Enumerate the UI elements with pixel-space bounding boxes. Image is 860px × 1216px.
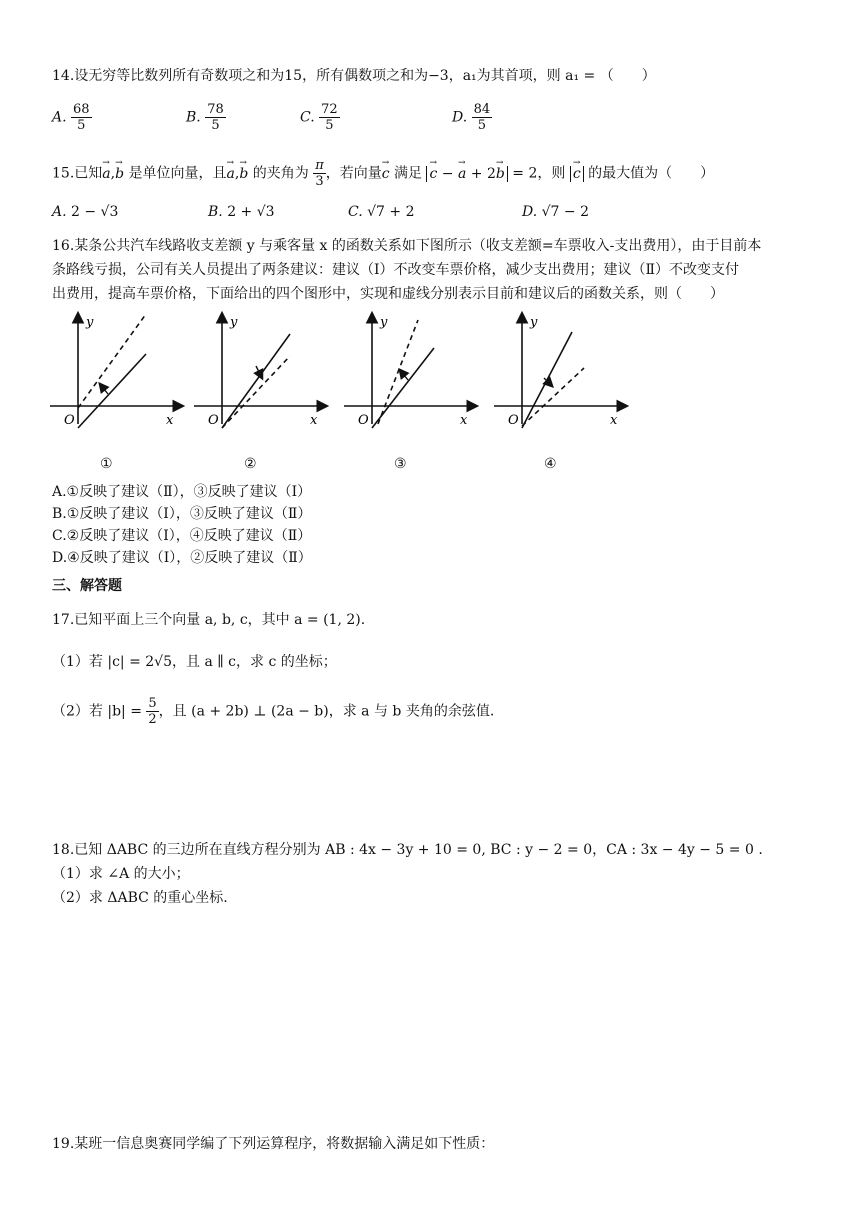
graph-label-1: ① [100,456,113,472]
x-axis-label: x [166,413,174,428]
q14-stem: 14.设无穷等比数列所有奇数项之和为15，所有偶数项之和为−3，a₁为其首项，则 a₁ = （ ） [52,68,656,84]
x-axis-label: x [610,413,618,428]
graph-3 [344,314,476,428]
q15-abs-expression: → c − → a + 2→ b [426,166,507,182]
shift-arrow [400,370,408,380]
section-heading: 三、解答题 [52,578,122,594]
y-axis-label: y [86,315,94,330]
q18-part1: （1）求 ∠A 的大小； [52,866,190,882]
y-axis-label: y [380,315,388,330]
proposal-line [522,368,584,426]
q16-graphs [0,304,860,484]
origin-label: O [358,413,369,428]
q16-option-a: A.①反映了建议（Ⅱ），③反映了建议（Ⅰ） [52,484,312,500]
shift-arrow [100,384,108,394]
q16-line2: 条路线亏损，公司有关人员提出了两条建议：建议（Ⅰ）不改变车票价格，减少支出费用；建议（Ⅱ）不改变支付 [52,262,740,278]
q16-line3: 出费用，提高车票价格，下面给出的四个图形中，实现和虚线分别表示目前和建议后的函数关系，则（ ） [52,286,724,302]
q19-stem: 19.某班一信息奥赛同学编了下列运算程序，将数据输入满足如下性质： [52,1136,495,1152]
q15-option-d: D. √7 − 2 [522,204,590,220]
q15-mid4: 满足 [389,165,423,182]
origin-label: O [508,413,519,428]
q15-tail: 的最大值为（ ） [583,165,715,182]
q14-option-b: B. $\frac{78}{5}$ [186,102,224,133]
y-axis-label: y [230,315,238,330]
current-line [222,334,290,428]
graph-2 [194,314,326,428]
current-line [522,332,572,428]
q18-stem: 18.已知 ΔABC 的三边所在直线方程分别为 AB : 4x − 3y + 10 = 0, BC : y − 2 = 0，CA : 3x − 4y − 5 = 0 . [52,842,763,858]
current-line [78,354,146,428]
q17-stem: 17.已知平面上三个向量 a, b, c，其中 a = (1, 2). [52,612,366,628]
q15-prefix: 15.已知 [52,165,103,182]
x-axis-label: x [310,413,318,428]
graph-4 [494,314,626,428]
q15-eq: = 2，则 [512,165,566,182]
q15-option-b: B. 2 + √3 [208,204,275,220]
q15-option-c: C. √7 + 2 [348,204,415,220]
q14-option-c: C. $\frac{72}{5}$ [300,102,338,133]
current-line [372,348,434,428]
q17-part2: （2）若 |b| = $\frac{5}{2}$ ，且 (a + 2b) ⊥ (2a − b)，求 a 与 b 夹角的余弦值. [52,696,495,727]
origin-label: O [208,413,219,428]
q15-abs-c: → c [570,166,584,182]
q15-option-a: A. 2 − √3 [52,204,119,220]
q14-option-a: A. $\frac{68}{5}$ [52,102,90,133]
graph-1 [50,314,182,428]
x-axis-label: x [460,413,468,428]
q15-mid2: 的夹角为 [248,165,309,182]
origin-label: O [64,413,75,428]
q16-option-c: C.②反映了建议（Ⅰ），④反映了建议（Ⅱ） [52,528,312,544]
q18-part2: （2）求 ΔABC 的重心坐标. [52,890,228,906]
q15-mid1: 是单位向量，且 [124,165,227,182]
q15-angle-fraction: $\frac{\pi}{3}$ [315,158,324,189]
y-axis-label: y [530,315,538,330]
q15-stem: 15.已知→ a,→ b 是单位向量，且→ a,→ b 的夹角为 $\frac{\pi}{3}$ ，若向量→ c 满足 → c − → a + 2→ b = 2，则 → c 的最大值为（ ） [52,158,714,189]
proposal-line [378,320,418,424]
q16-line1: 16.某条公共汽车线路收支差额 y 与乘客量 x 的函数关系如下图所示（收支差额=车票收入-支出费用），由于目前本 [52,238,762,254]
q15-mid3: ，若向量 [325,165,382,182]
graph-label-2: ② [244,456,257,472]
graph-label-4: ④ [544,456,557,472]
q16-option-d: D.④反映了建议（Ⅰ），②反映了建议（Ⅱ） [52,550,312,566]
q16-option-b: B.①反映了建议（Ⅰ），③反映了建议（Ⅱ） [52,506,312,522]
q17-part1: （1）若 |c| = 2√5，且 a ∥ c，求 c 的坐标； [52,654,337,670]
q14-option-d: D. $\frac{84}{5}$ [452,102,491,133]
graph-label-3: ③ [394,456,407,472]
